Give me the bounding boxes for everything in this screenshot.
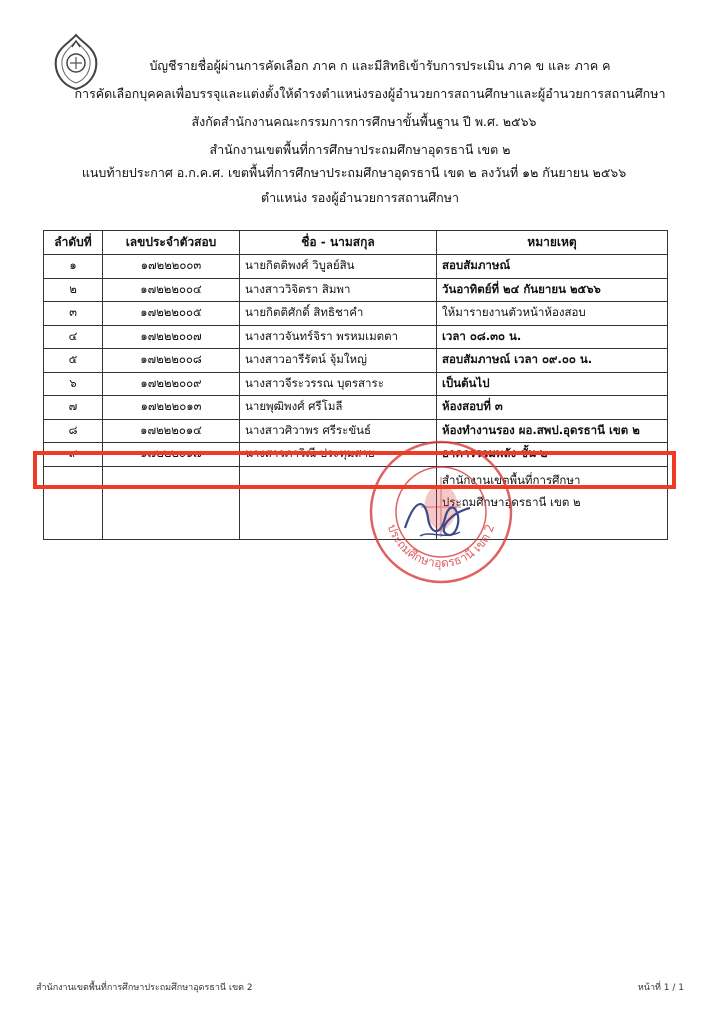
row-number: ๙ bbox=[44, 443, 103, 467]
table-row-highlighted bbox=[44, 443, 668, 467]
row-name: นางสาวจันทร์จิรา พรหมเมตตา bbox=[240, 325, 437, 349]
row-number: ๒ bbox=[44, 278, 103, 302]
row-remark: อาคารรวมพลัง ชั้น ๒ bbox=[437, 443, 668, 467]
column-header-exam-id: เลขประจำตัวสอบ bbox=[103, 231, 240, 255]
table-row bbox=[44, 255, 668, 279]
header-office: สำนักงานเขตพื้นที่การศึกษาประถมศึกษาอุดรธานี เขต ๒ bbox=[209, 142, 511, 157]
table-row bbox=[44, 302, 668, 326]
row-number bbox=[44, 466, 103, 539]
signature bbox=[400, 488, 480, 548]
row-name: นางสาวศิวาพร ศรีระขันธ์ bbox=[240, 419, 437, 443]
column-header-number: ลำดับที่ bbox=[44, 231, 103, 255]
row-exam-id: ๑๗๒๒๒๐๑๗ bbox=[103, 443, 240, 467]
row-exam-id: ๑๗๒๒๒๐๐๗ bbox=[103, 325, 240, 349]
column-header-name: ชื่อ - นามสกุล bbox=[240, 231, 437, 255]
row-remark: ห้องสอบที่ ๓ bbox=[437, 396, 668, 420]
row-remark: ให้มารายงานตัวหน้าห้องสอบ bbox=[437, 302, 668, 326]
row-number: ๘ bbox=[44, 419, 103, 443]
table-row bbox=[44, 349, 668, 373]
row-name: นายกิตติพงศ์ วิบูลย์สิน bbox=[240, 255, 437, 279]
footer-page-number: หน้าที่ 1 / 1 bbox=[637, 983, 684, 993]
table-row bbox=[44, 419, 668, 443]
row-exam-id bbox=[103, 466, 240, 539]
row-name: นายพุฒิพงศ์ ศรีโมลี bbox=[240, 396, 437, 420]
header-position: ตำแหน่ง รองผู้อำนวยการสถานศึกษา bbox=[261, 190, 459, 205]
header-title: บัญชีรายชื่อผู้ผ่านการคัดเลือก ภาค ก และมีสิทธิเข้ารับการประเมิน ภาค ข และ ภาค ค bbox=[149, 58, 611, 73]
row-name: นางสาววิจิตรา สิมพา bbox=[240, 278, 437, 302]
row-remark-office: สำนักงานเขตพื้นที่การศึกษา ประถมศึกษาอุดรธานี เขต ๒ bbox=[437, 466, 668, 539]
row-exam-id: ๑๗๒๒๒๐๐๔ bbox=[103, 278, 240, 302]
row-exam-id: ๑๗๒๒๒๐๐๓ bbox=[103, 255, 240, 279]
row-remark: วันอาทิตย์ที่ ๒๔ กันยายน ๒๕๖๖ bbox=[437, 278, 668, 302]
row-name: นางสาวภาวิณี ประทุมสาย bbox=[240, 443, 437, 467]
table-row bbox=[44, 372, 668, 396]
stamp-text: ประถมศึกษาอุดรธานี เขต 2 bbox=[384, 522, 498, 571]
row-remark: เวลา ๐๘.๓๐ น. bbox=[437, 325, 668, 349]
row-remark: สอบสัมภาษณ์ bbox=[437, 255, 668, 279]
table-row bbox=[44, 396, 668, 420]
row-number: ๖ bbox=[44, 372, 103, 396]
header-announcement: แนบท้ายประกาศ อ.ก.ค.ศ. เขตพื้นที่การศึกษาประถมศึกษาอุดรธานี เขต ๒ ลงวันที่ ๑๒ กันยายน ๒๕๖๖ bbox=[81, 165, 627, 180]
row-name: นายกิตติศักดิ์ สิทธิชาคำ bbox=[240, 302, 437, 326]
table-row-blank bbox=[44, 466, 668, 539]
row-exam-id: ๑๗๒๒๒๐๐๕ bbox=[103, 302, 240, 326]
row-number: ๗ bbox=[44, 396, 103, 420]
header-subtitle: การคัดเลือกบุคคลเพื่อบรรจุและแต่งตั้งให้ดำรงตำแหน่งรองผู้อำนวยการสถานศึกษาและผู้อำนวยการสถานศึกษา bbox=[74, 86, 666, 101]
header-agency: สังกัดสำนักงานคณะกรรมการการศึกษาขั้นพื้นฐาน ปี พ.ศ. ๒๕๖๖ bbox=[191, 114, 537, 129]
column-header-remarks: หมายเหตุ bbox=[437, 231, 668, 255]
row-number: ๑ bbox=[44, 255, 103, 279]
row-exam-id: ๑๗๒๒๒๐๐๘ bbox=[103, 349, 240, 373]
table-row bbox=[44, 325, 668, 349]
row-remark: เป็นต้นไป bbox=[437, 372, 668, 396]
row-number: ๓ bbox=[44, 302, 103, 326]
row-name: นางสาวจีระวรรณ บุตรสาระ bbox=[240, 372, 437, 396]
applicant-table bbox=[43, 230, 668, 540]
footer-office-name: สำนักงานเขตพื้นที่การศึกษาประถมศึกษาอุดรธานี เขต 2 bbox=[36, 983, 253, 993]
row-name: นางสาวอารีรัตน์ จุ้มใหญ่ bbox=[240, 349, 437, 373]
table-header-row bbox=[44, 231, 668, 255]
row-number: ๔ bbox=[44, 325, 103, 349]
row-exam-id: ๑๗๒๒๒๐๑๓ bbox=[103, 396, 240, 420]
row-remark: ห้องทำงานรอง ผอ.สพป.อุดรธานี เขต ๒ bbox=[437, 419, 668, 443]
table-row bbox=[44, 278, 668, 302]
row-exam-id: ๑๗๒๒๒๐๐๙ bbox=[103, 372, 240, 396]
row-exam-id: ๑๗๒๒๒๐๑๔ bbox=[103, 419, 240, 443]
row-remark: สอบสัมภาษณ์ เวลา ๐๙.๐๐ น. bbox=[437, 349, 668, 373]
row-number: ๕ bbox=[44, 349, 103, 373]
